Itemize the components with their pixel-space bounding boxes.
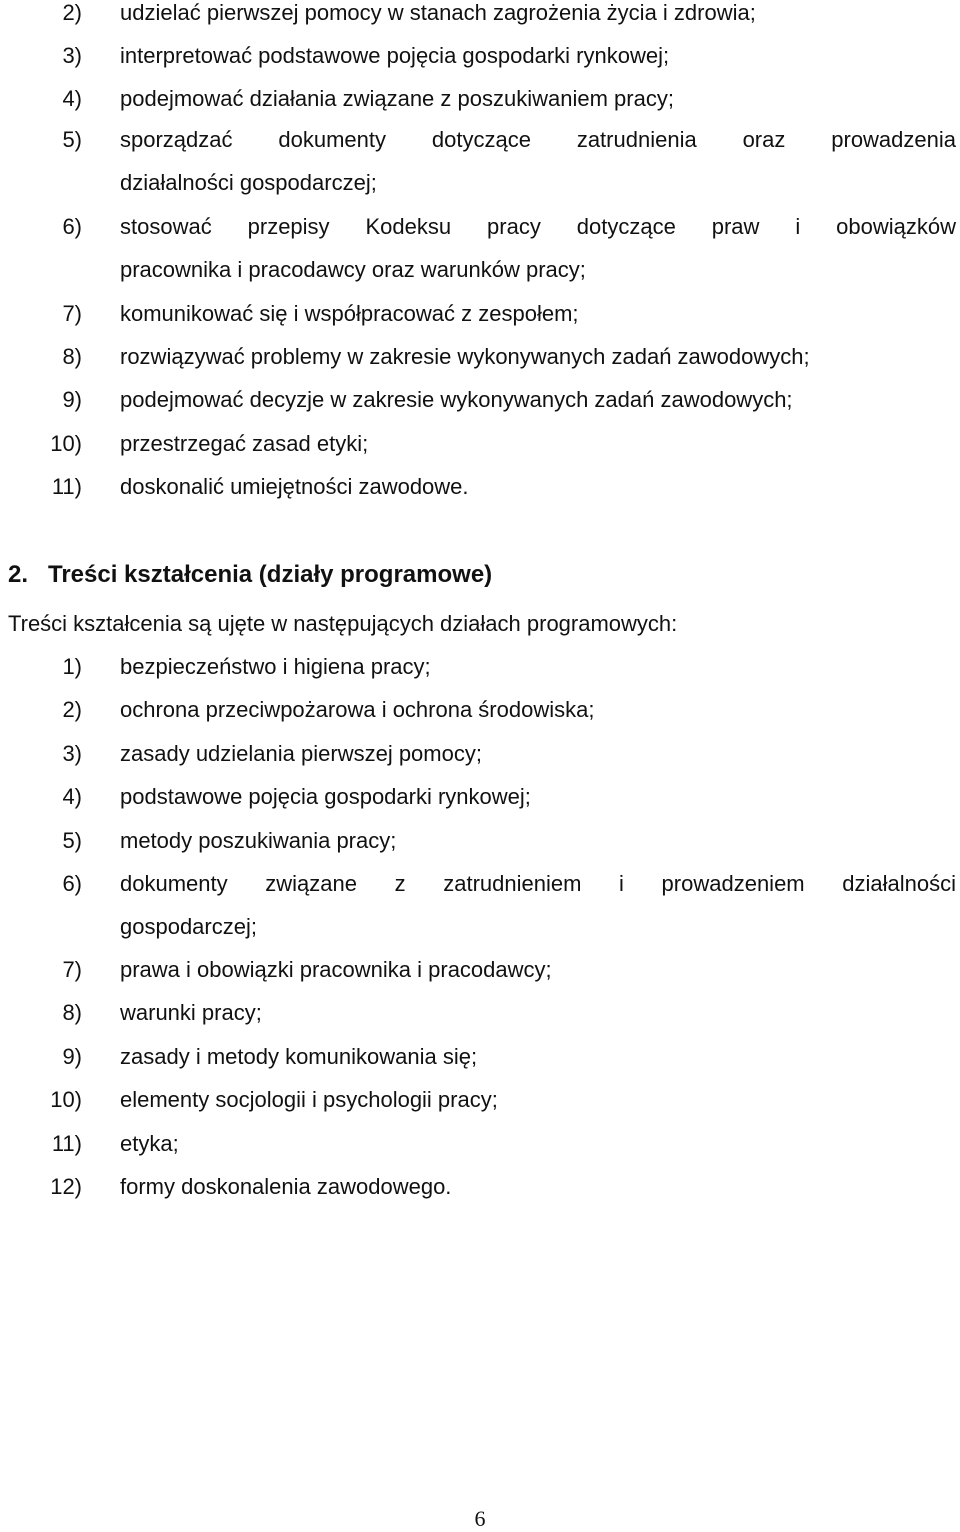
item-text: rozwiązywać problemy w zakresie wykonywanych zadań zawodowych;: [120, 344, 810, 369]
section-title: Treści kształcenia (działy programowe): [48, 561, 493, 588]
item-text: metody poszukiwania pracy;: [120, 828, 397, 853]
item-text: ochrona przeciwpożarowa i ochrona środowiska;: [120, 697, 595, 722]
page-number: 6: [474, 1506, 486, 1531]
item-text: komunikować się i współpracować z zespołem;: [120, 301, 579, 326]
item-text: prawa i obowiązki pracownika i pracodawcy;: [120, 957, 552, 982]
list-item: [0, 301, 960, 327]
item-text: stosować przepisy Kodeksu pracy dotyczące praw i obowiązków: [120, 214, 956, 239]
item-number: 4): [62, 784, 82, 809]
item-number: 5): [62, 828, 82, 853]
list-item: [0, 474, 960, 500]
list-item: [0, 957, 960, 983]
item-number: 2): [62, 697, 82, 722]
item-text-continuation: działalności gospodarczej;: [120, 170, 377, 195]
item-text: bezpieczeństwo i higiena pracy;: [120, 654, 431, 679]
item-number: 7): [62, 301, 82, 326]
item-text: sporządzać dokumenty dotyczące zatrudnienia oraz prowadzenia: [120, 127, 956, 152]
list-item: [0, 1131, 960, 1157]
list-item: [0, 784, 960, 810]
list-item: [0, 344, 960, 370]
list-item: [0, 0, 960, 26]
item-text: zasady i metody komunikowania się;: [120, 1044, 478, 1069]
list-item: [0, 654, 960, 680]
item-number: 1): [62, 654, 82, 679]
list-item: [0, 1174, 960, 1200]
item-number: 12): [50, 1174, 82, 1199]
item-number: 4): [62, 86, 82, 111]
item-text: dokumenty związane z zatrudnieniem i prowadzeniem działalności: [120, 871, 956, 896]
item-number: 9): [62, 387, 82, 412]
item-number: 5): [62, 127, 82, 152]
item-number: 11): [51, 1131, 82, 1156]
list-item: [0, 741, 960, 767]
item-number: 3): [62, 43, 82, 68]
item-text: zasady udzielania pierwszej pomocy;: [120, 741, 482, 766]
section-intro: Treści kształcenia są ujęte w następujących działach programowych:: [8, 611, 678, 636]
item-number: 11): [51, 474, 82, 499]
item-text: doskonalić umiejętności zawodowe.: [120, 474, 469, 499]
item-number: 10): [50, 1087, 82, 1112]
item-text: formy doskonalenia zawodowego.: [120, 1174, 452, 1199]
list-item: [0, 43, 960, 69]
item-text: podejmować działania związane z poszukiwaniem pracy;: [120, 86, 674, 111]
item-text: warunki pracy;: [120, 1000, 262, 1025]
item-number: 6): [62, 871, 82, 896]
item-number: 2): [62, 0, 82, 25]
item-number: 9): [62, 1044, 82, 1069]
item-text: udzielać pierwszej pomocy w stanach zagrożenia życia i zdrowia;: [120, 0, 756, 25]
list-item: [0, 86, 960, 112]
list-item: [0, 828, 960, 854]
list-item: [0, 1044, 960, 1070]
list-item: [0, 387, 960, 413]
item-number: 8): [62, 344, 82, 369]
item-number: 7): [62, 957, 82, 982]
item-text: elementy socjologii i psychologii pracy;: [120, 1087, 498, 1112]
item-text: podstawowe pojęcia gospodarki rynkowej;: [120, 784, 531, 809]
section-number: 2.: [8, 561, 29, 588]
item-text-continuation: gospodarczej;: [120, 914, 257, 939]
list-item: [0, 1087, 960, 1113]
item-text: etyka;: [120, 1131, 179, 1156]
item-number: 10): [50, 431, 82, 456]
item-text: interpretować podstawowe pojęcia gospodarki rynkowej;: [120, 43, 670, 68]
list-item: [0, 431, 960, 457]
list-item: [0, 1000, 960, 1026]
section-heading: [8, 561, 492, 589]
item-number: 6): [62, 214, 82, 239]
list-item: [0, 697, 960, 723]
item-number: 3): [62, 741, 82, 766]
item-text-continuation: pracownika i pracodawcy oraz warunków pracy;: [120, 257, 586, 282]
item-text: przestrzegać zasad etyki;: [120, 431, 369, 456]
item-number: 8): [62, 1000, 82, 1025]
item-text: podejmować decyzje w zakresie wykonywanych zadań zawodowych;: [120, 387, 793, 412]
